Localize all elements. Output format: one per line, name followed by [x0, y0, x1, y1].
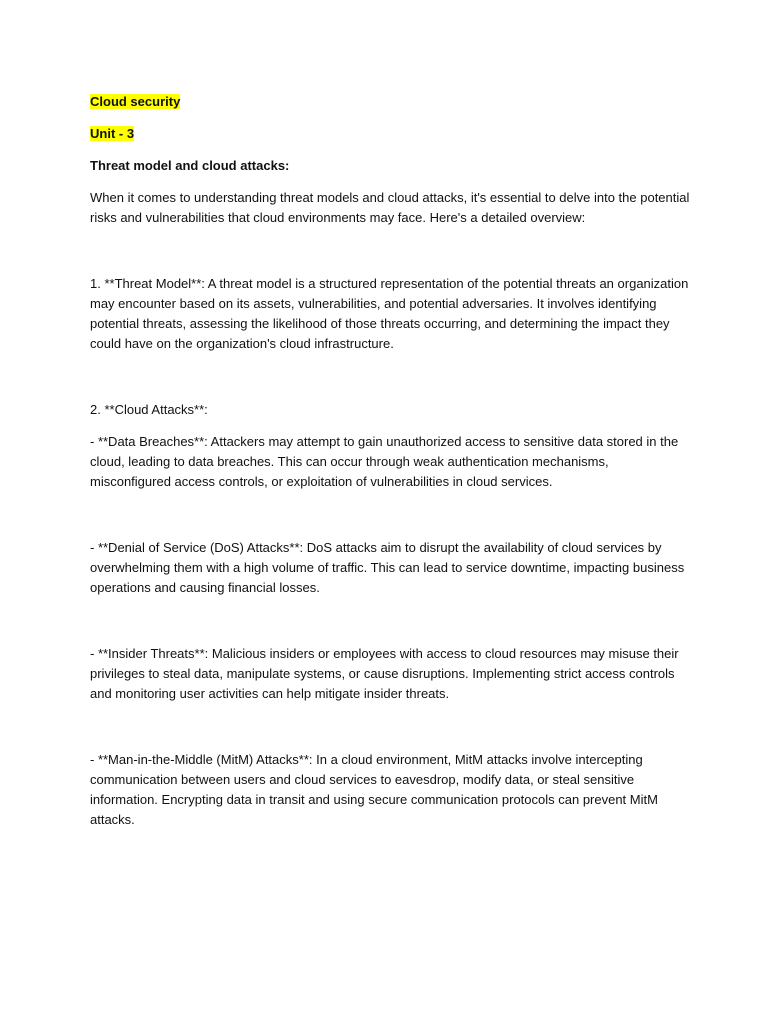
cloud-attacks-heading: 2. **Cloud Attacks**:	[90, 402, 208, 417]
threat-model-paragraph: 1. **Threat Model**: A threat model is a structured representation of the potential threats an organization may encounter based on its assets, vulnerabilities, and potential adversaries. It involves identifying potential threats, assessing the likelihood of those threats occurring, and determining the impact they could have on the organization's cloud infrastructure.	[90, 276, 689, 351]
data-breaches-paragraph: - **Data Breaches**: Attackers may attempt to gain unauthorized access to sensitive data stored in the cloud, leading to data breaches. This can occur through weak authentication mechanisms, misconfigured access controls, or exploitation of vulnerabilities in cloud services.	[90, 434, 679, 489]
mitm-attacks-paragraph: - **Man-in-the-Middle (MitM) Attacks**: In a cloud environment, MitM attacks involve intercepting communication between users and cloud services to eavesdrop, modify data, or steal sensitive information. Encrypting data in transit and using secure communication protocols can prevent MitM attacks.	[90, 752, 658, 827]
document-title: Cloud security	[90, 94, 181, 109]
document-content	[90, 92, 690, 830]
section-heading: Threat model and cloud attacks:	[90, 158, 290, 173]
insider-threats-paragraph: - **Insider Threats**: Malicious insiders or employees with access to cloud resources may misuse their privileges to steal data, manipulate systems, or cause disruptions. Implementing strict access controls and monitoring user activities can help mitigate insider threats.	[90, 646, 679, 701]
intro-paragraph: When it comes to understanding threat models and cloud attacks, it's essential to delve into the potential risks and vulnerabilities that cloud environments may face. Here's a detailed overview:	[90, 190, 690, 225]
unit-label: Unit - 3	[90, 126, 135, 141]
unit-line	[90, 124, 690, 144]
title-line	[90, 92, 690, 112]
dos-attacks-paragraph: - **Denial of Service (DoS) Attacks**: DoS attacks aim to disrupt the availability of cloud services by overwhelming them with a high volume of traffic. This can lead to service downtime, impacting business operations and causing financial losses.	[90, 540, 685, 595]
